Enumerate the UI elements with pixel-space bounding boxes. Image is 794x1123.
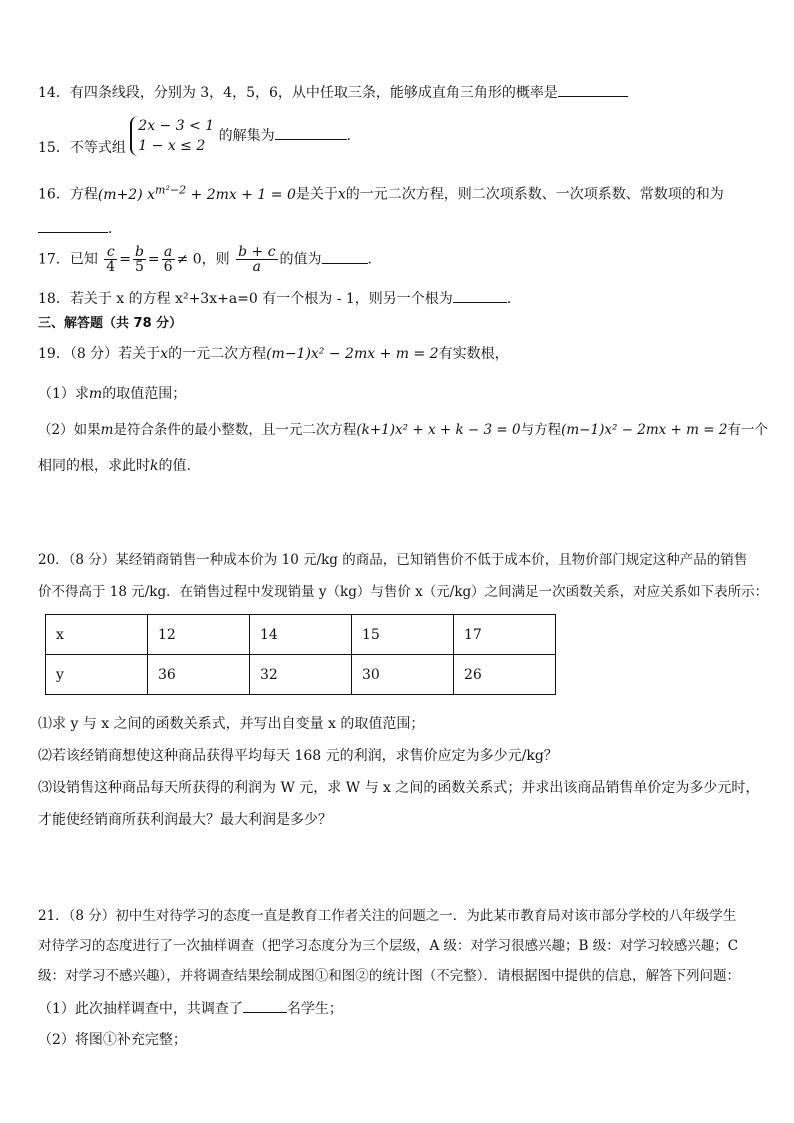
question-16: [38, 180, 724, 205]
fraction-denominator: 6: [163, 259, 173, 275]
equation-16-exponent: m²−2: [155, 183, 187, 196]
table-row: [46, 615, 556, 655]
question-20-line1: 20．（8 分）某经销商销售一种成本价为 10 元/kg 的商品，已知销售价不低于成本价，且物价部门规定这种产品的销售: [38, 552, 748, 568]
question-17-neq: ≠ 0，则: [176, 251, 230, 268]
equation-16: [97, 183, 296, 203]
equation-16-rest: + 2mx + 1 = 0: [186, 186, 296, 203]
question-16-line2: [38, 218, 122, 239]
fraction-bc-over-a: [236, 245, 277, 274]
question-15: [38, 116, 361, 160]
fraction-numerator: b + c: [238, 244, 276, 260]
variable-m: m: [88, 386, 103, 402]
question-16-suffix: 的一元二次方程，则二次项系数、一次项系数、常数项的和为: [345, 186, 724, 203]
fraction-b-over-5: [133, 245, 146, 274]
question-20-sub-3-line1: ⑶设销售这种商品每天所获得的利润为 W 元，求 W 与 x 之间的函数关系式；并求出该商品销售单价定为多少元时，: [38, 780, 760, 796]
fraction-a-over-6: [162, 245, 175, 274]
question-17-end: ．: [367, 251, 382, 268]
table-cell: y: [46, 655, 148, 695]
part-1-suffix: 名学生；: [286, 1001, 343, 1017]
question-17-prefix: 17．已知: [38, 251, 98, 268]
table-cell: 14: [250, 615, 352, 655]
fraction-numerator: b: [134, 244, 144, 260]
part-2-mid1: 是符合条件的最小整数，且一元二次方程: [113, 422, 357, 438]
question-15-suffix: 的解集为: [218, 128, 275, 144]
part-2-prefix: （2）如果: [38, 422, 101, 438]
inequality-system: [130, 116, 214, 156]
question-14-text: 14．有四条线段，分别为 3，4，5，6，从中任取三条，能够成直角三角形的概率是: [38, 85, 558, 101]
question-16-end: ．: [108, 221, 122, 237]
sales-table: [45, 614, 556, 695]
fraction-c-over-4: [104, 245, 117, 274]
part-2-line2-prefix: 相同的根，求此时: [38, 458, 150, 474]
question-18-end: ．: [506, 291, 521, 307]
question-19-part-1: [38, 384, 186, 404]
equation-16-base: (m+2) x: [97, 186, 156, 203]
inequality-1: 2x − 3 < 1: [138, 118, 215, 134]
question-19-part-2: [38, 420, 768, 440]
table-cell: 36: [148, 655, 250, 695]
part-1-prefix: （1）求: [38, 386, 89, 402]
part-1-prefix: （1）此次抽样调查中，共调查了: [38, 1001, 243, 1017]
table-cell: 26: [454, 655, 556, 695]
variable-m: m: [100, 422, 114, 438]
question-16-prefix: 16．方程: [38, 186, 98, 203]
fraction-denominator: 5: [134, 259, 144, 275]
question-21-part-1: [38, 998, 343, 1019]
equation-19: (m−1)x² − 2mx + m = 2: [266, 346, 439, 362]
table-cell: x: [46, 615, 148, 655]
question-20-sub-2: ⑵若该经销商想使这种商品获得平均每天 168 元的利润，求售价应定为多少元/kg？: [38, 748, 558, 764]
answer-blank: [38, 218, 108, 233]
variable-k: k: [150, 458, 159, 474]
question-18-text: 18．若关于 x 的方程 x²+3x+a=0 有一个根为 - 1，则另一个根为: [38, 291, 453, 307]
inequality-2: 1 − x ≤ 2: [138, 138, 206, 154]
question-21-line3: 级：对学习不感兴趣），并将调查结果绘制成图①和图②的统计图（不完整）．请根据图中提供的信息，解答下列问题：: [38, 968, 740, 984]
table-cell: 30: [352, 655, 454, 695]
question-20-line2: 价不得高于 18 元/kg．在销售过程中发现销量 y（kg）与售价 x（元/kg）之间满足一次函数关系，对应关系如下表所示：: [38, 584, 769, 600]
answer-blank: [558, 82, 628, 97]
question-19: [38, 344, 509, 364]
table-cell: 15: [352, 615, 454, 655]
question-19-prefix: 19．（8 分）若关于: [38, 346, 161, 362]
question-21-line2: 对待学习的态度进行了一次抽样调查（把学习态度分为三个层级，A 级：对学习很感兴趣；B 级：对学习较感兴趣；C: [38, 938, 739, 954]
question-14: [38, 82, 628, 103]
answer-blank: [453, 288, 507, 303]
part-2-suffix: 有一个: [727, 422, 768, 438]
question-21-part-2: （2）将图①补充完整；: [38, 1032, 187, 1048]
table-cell: 12: [148, 615, 250, 655]
question-17-suffix: 的值为: [279, 251, 322, 268]
question-15-end: ．: [346, 128, 361, 144]
question-18: [38, 288, 521, 309]
question-20-sub-3-line2: 才能使经销商所获利润最大？最大利润是多少？: [38, 812, 332, 828]
part-2-mid2: 与方程: [520, 422, 562, 438]
part-2-line2-suffix: 的值.: [158, 458, 191, 474]
question-20-sub-1: ⑴求 y 与 x 之间的函数关系式，并写出自变量 x 的取值范围；: [38, 716, 425, 732]
question-15-prefix: 15．不等式组: [38, 140, 126, 156]
question-19-mid: 的一元二次方程: [168, 346, 267, 362]
fraction-denominator: a: [252, 259, 261, 275]
question-17: 17．已知 $\frac{c}{4}$ = $\frac{b}{5}$ = $\frac{a}{6}$ ≠ 0，则 $\frac{b + c}{a}$ 的值为 ．: [38, 244, 382, 275]
fraction-numerator: a: [162, 245, 175, 260]
variable-x: x: [160, 346, 169, 362]
answer-blank: [275, 125, 347, 140]
question-16-middle: 是关于: [295, 186, 338, 203]
fraction-denominator: 4: [106, 259, 116, 275]
question-19-part-2-line2: [38, 456, 191, 476]
question-19-suffix: 有实数根，: [438, 346, 509, 362]
fraction-numerator: c: [104, 245, 117, 260]
equation-19-k: (k+1)x² + x + k − 3 = 0: [356, 422, 521, 438]
question-21-line1: 21．（8 分）初中生对待学习的态度一直是教育工作者关注的问题之一．为此某市教育局对该市部分学校的八年级学生: [38, 908, 737, 924]
answer-blank: [243, 998, 287, 1013]
table-cell: 17: [454, 615, 556, 655]
part-1-suffix: 的取值范围；: [102, 386, 187, 402]
table-cell: 32: [250, 655, 352, 695]
section-title: 三、解答题（共 78 分）: [38, 316, 183, 331]
answer-blank: [322, 249, 368, 264]
table-row: [46, 655, 556, 695]
equation-19-m: (m−1)x² − 2mx + m = 2: [561, 422, 728, 438]
variable-x: x: [337, 186, 346, 203]
